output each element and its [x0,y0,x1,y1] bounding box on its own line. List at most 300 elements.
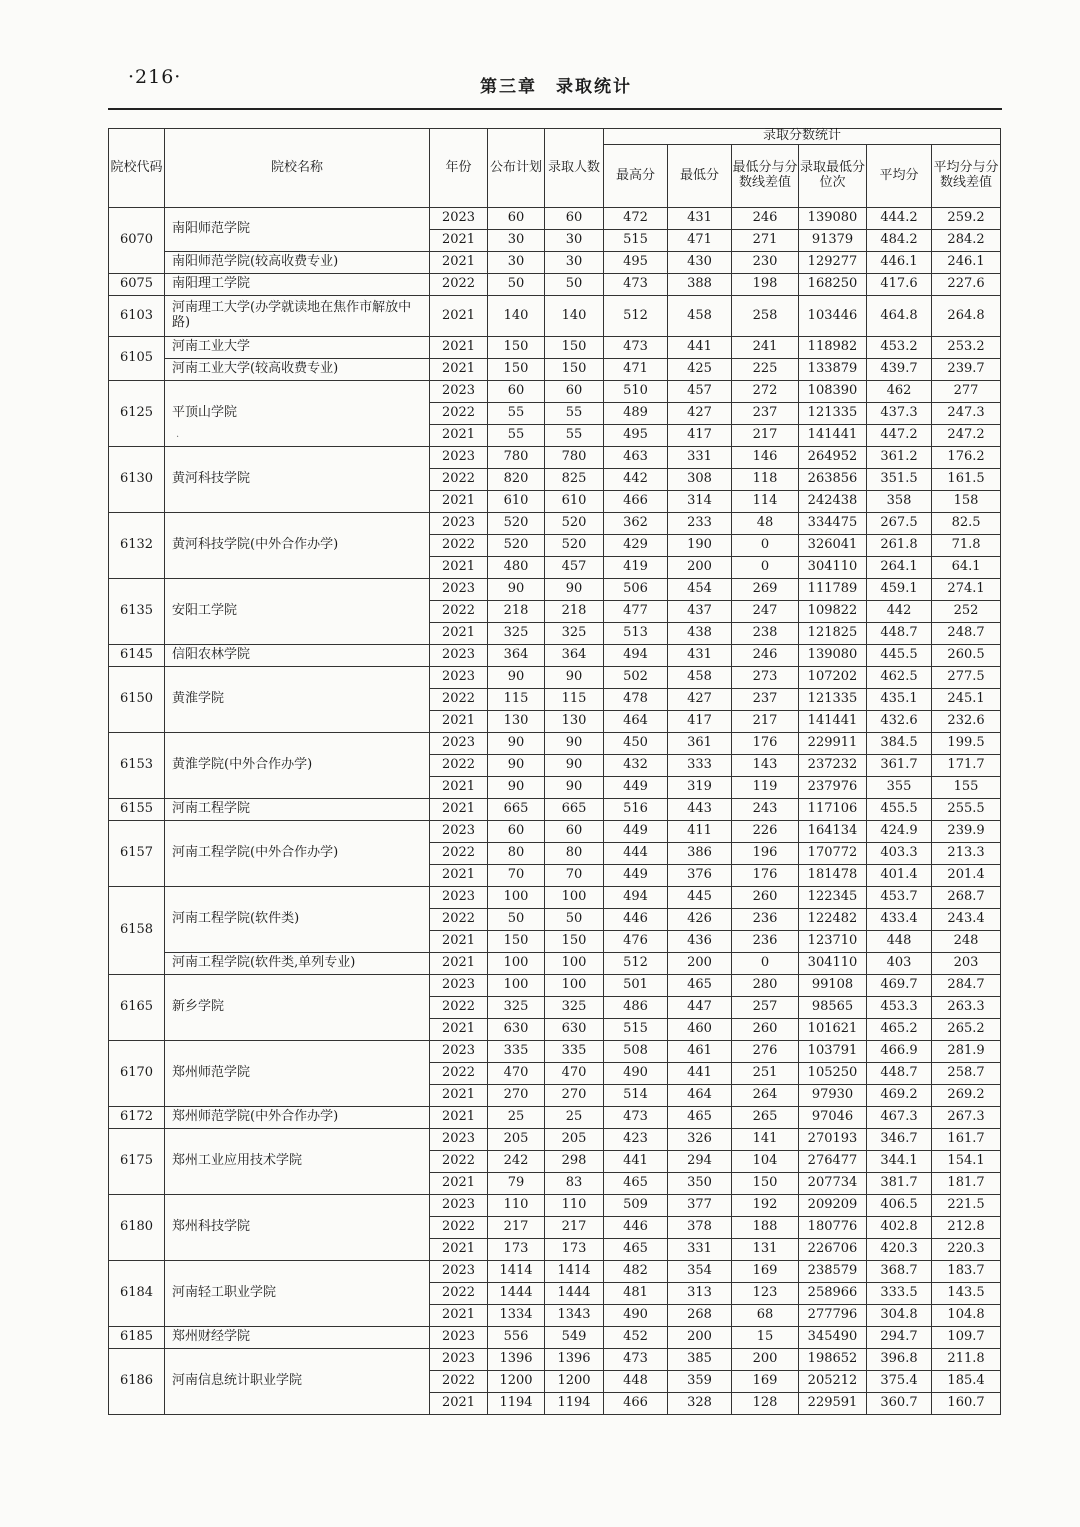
admitted-cell: 173 [545,1239,604,1261]
plan-cell: 80 [488,843,545,865]
avg-diff-cell: 239.7 [932,359,1001,381]
avg-diff-cell: 232.6 [932,711,1001,733]
avg-score-cell: 446.1 [867,252,932,274]
min-rank-cell: 237232 [799,755,867,777]
col-header-max: 最高分 [604,144,668,207]
min-score-cell: 233 [668,513,732,535]
school-code: 6165 [109,975,165,1041]
min-diff-cell: 114 [732,491,799,513]
max-score-cell: 463 [604,447,668,469]
min-rank-cell: 276477 [799,1151,867,1173]
plan-cell: 470 [488,1063,545,1085]
min-score-cell: 354 [668,1261,732,1283]
col-header-name: 院校名称 [165,129,430,208]
table-row [109,579,1001,601]
avg-score-cell: 448.7 [867,1063,932,1085]
plan-cell: 325 [488,997,545,1019]
min-score-cell: 200 [668,557,732,579]
admitted-cell: 610 [545,491,604,513]
max-score-cell: 362 [604,513,668,535]
min-diff-cell: 192 [732,1195,799,1217]
year-cell: 2022 [430,1371,488,1393]
avg-diff-cell: 185.4 [932,1371,1001,1393]
avg-diff-cell: 243.4 [932,909,1001,931]
avg-diff-cell: 239.9 [932,821,1001,843]
plan-cell: 520 [488,513,545,535]
plan-cell: 173 [488,1239,545,1261]
min-diff-cell: 217 [732,425,799,447]
admitted-cell: 90 [545,777,604,799]
min-score-cell: 441 [668,337,732,359]
min-diff-cell: 123 [732,1283,799,1305]
min-score-cell: 461 [668,1041,732,1063]
min-diff-cell: 238 [732,623,799,645]
min-rank-cell: 277796 [799,1305,867,1327]
plan-cell: 1396 [488,1349,545,1371]
min-score-cell: 437 [668,601,732,623]
min-diff-cell: 141 [732,1129,799,1151]
avg-score-cell: 361.7 [867,755,932,777]
school-code: 6075 [109,274,165,296]
year-cell: 2021 [430,296,488,337]
table-row [109,821,1001,843]
school-name: 河南工程学院(软件类) [165,887,430,953]
max-score-cell: 502 [604,667,668,689]
year-cell: 2023 [430,733,488,755]
min-score-cell: 417 [668,711,732,733]
avg-score-cell: 402.8 [867,1217,932,1239]
max-score-cell: 490 [604,1305,668,1327]
min-diff-cell: 258 [732,296,799,337]
min-diff-cell: 241 [732,337,799,359]
min-diff-cell: 251 [732,1063,799,1085]
max-score-cell: 486 [604,997,668,1019]
plan-cell: 30 [488,230,545,252]
avg-score-cell: 466.9 [867,1041,932,1063]
min-rank-cell: 99108 [799,975,867,997]
avg-diff-cell: 221.5 [932,1195,1001,1217]
min-diff-cell: 246 [732,645,799,667]
school-name: 河南工程学院(中外合作办学) [165,821,430,887]
avg-diff-cell: 160.7 [932,1393,1001,1415]
avg-diff-cell: 281.9 [932,1041,1001,1063]
plan-cell: 1444 [488,1283,545,1305]
school-code: 6158 [109,887,165,975]
min-score-cell: 445 [668,887,732,909]
max-score-cell: 449 [604,777,668,799]
table-row [109,208,1001,230]
admitted-cell: 60 [545,381,604,403]
max-score-cell: 515 [604,1019,668,1041]
year-cell: 2021 [430,425,488,447]
plan-cell: 480 [488,557,545,579]
avg-score-cell: 358 [867,491,932,513]
table-row [109,1327,1001,1349]
min-rank-cell: 108390 [799,381,867,403]
plan-cell: 364 [488,645,545,667]
school-code: 6175 [109,1129,165,1195]
plan-cell: 60 [488,208,545,230]
min-diff-cell: 15 [732,1327,799,1349]
min-score-cell: 454 [668,579,732,601]
admitted-cell: 217 [545,1217,604,1239]
admitted-cell: 80 [545,843,604,865]
school-name: 河南轻工职业学院 [165,1261,430,1327]
avg-diff-cell: 284.2 [932,230,1001,252]
school-name: 黄河科技学院(中外合作办学) [165,513,430,579]
min-diff-cell: 188 [732,1217,799,1239]
min-score-cell: 388 [668,274,732,296]
min-diff-cell: 146 [732,447,799,469]
max-score-cell: 466 [604,491,668,513]
min-diff-cell: 257 [732,997,799,1019]
max-score-cell: 494 [604,887,668,909]
avg-diff-cell: 248.7 [932,623,1001,645]
year-cell: 2023 [430,208,488,230]
max-score-cell: 473 [604,1349,668,1371]
min-score-cell: 458 [668,667,732,689]
min-score-cell: 333 [668,755,732,777]
admitted-cell: 1414 [545,1261,604,1283]
min-rank-cell: 103446 [799,296,867,337]
admitted-cell: 30 [545,252,604,274]
year-cell: 2022 [430,403,488,425]
min-diff-cell: 246 [732,208,799,230]
plan-cell: 820 [488,469,545,491]
avg-diff-cell: 263.3 [932,997,1001,1019]
school-name: 郑州师范学院 [165,1041,430,1107]
avg-score-cell: 432.6 [867,711,932,733]
plan-cell: 110 [488,1195,545,1217]
school-code: 6186 [109,1349,165,1415]
col-header-year: 年份 [430,129,488,208]
avg-score-cell: 435.1 [867,689,932,711]
min-diff-cell: 118 [732,469,799,491]
min-diff-cell: 247 [732,601,799,623]
min-rank-cell: 263856 [799,469,867,491]
year-cell: 2023 [430,579,488,601]
max-score-cell: 471 [604,359,668,381]
school-name: 新乡学院 [165,975,430,1041]
plan-cell: 242 [488,1151,545,1173]
min-rank-cell: 141441 [799,711,867,733]
min-diff-cell: 104 [732,1151,799,1173]
avg-diff-cell: 269.2 [932,1085,1001,1107]
max-score-cell: 423 [604,1129,668,1151]
year-cell: 2023 [430,1349,488,1371]
page-number: ·216· [128,66,182,88]
max-score-cell: 472 [604,208,668,230]
school-code: 6153 [109,733,165,799]
avg-diff-cell: 199.5 [932,733,1001,755]
min-diff-cell: 243 [732,799,799,821]
year-cell: 2023 [430,821,488,843]
avg-score-cell: 444.2 [867,208,932,230]
school-name: 安阳工学院 [165,579,430,645]
year-cell: 2022 [430,997,488,1019]
min-rank-cell: 345490 [799,1327,867,1349]
school-code: 6103 [109,296,165,337]
avg-diff-cell: 212.8 [932,1217,1001,1239]
min-diff-cell: 269 [732,579,799,601]
min-rank-cell: 242438 [799,491,867,513]
avg-score-cell: 368.7 [867,1261,932,1283]
avg-score-cell: 459.1 [867,579,932,601]
table-header [109,129,1001,208]
plan-cell: 90 [488,579,545,601]
table-row [109,667,1001,689]
admitted-cell: 1200 [545,1371,604,1393]
avg-score-cell: 304.8 [867,1305,932,1327]
min-rank-cell: 103791 [799,1041,867,1063]
admitted-cell: 70 [545,865,604,887]
avg-diff-cell: 171.7 [932,755,1001,777]
min-diff-cell: 0 [732,557,799,579]
avg-score-cell: 445.5 [867,645,932,667]
school-name: 河南工业大学(较高收费专业) [165,359,430,381]
max-score-cell: 446 [604,1217,668,1239]
avg-diff-cell: 181.7 [932,1173,1001,1195]
school-code: 6132 [109,513,165,579]
avg-score-cell: 396.8 [867,1349,932,1371]
admitted-cell: 83 [545,1173,604,1195]
admitted-cell: 150 [545,359,604,381]
min-rank-cell: 101621 [799,1019,867,1041]
min-score-cell: 326 [668,1129,732,1151]
avg-score-cell: 469.7 [867,975,932,997]
min-score-cell: 425 [668,359,732,381]
max-score-cell: 513 [604,623,668,645]
plan-cell: 60 [488,821,545,843]
admitted-cell: 60 [545,208,604,230]
admitted-cell: 60 [545,821,604,843]
plan-cell: 140 [488,296,545,337]
avg-diff-cell: 213.3 [932,843,1001,865]
year-cell: 2022 [430,535,488,557]
year-cell: 2023 [430,513,488,535]
avg-diff-cell: 143.5 [932,1283,1001,1305]
avg-score-cell: 455.5 [867,799,932,821]
avg-score-cell: 465.2 [867,1019,932,1041]
min-rank-cell: 107202 [799,667,867,689]
min-score-cell: 438 [668,623,732,645]
year-cell: 2022 [430,469,488,491]
min-rank-cell: 118982 [799,337,867,359]
avg-score-cell: 403.3 [867,843,932,865]
plan-cell: 218 [488,601,545,623]
admitted-cell: 55 [545,403,604,425]
min-rank-cell: 326041 [799,535,867,557]
avg-score-cell: 333.5 [867,1283,932,1305]
school-name: 郑州财经学院 [165,1327,430,1349]
avg-diff-cell: 252 [932,601,1001,623]
admitted-cell: 115 [545,689,604,711]
plan-cell: 100 [488,953,545,975]
min-score-cell: 294 [668,1151,732,1173]
min-diff-cell: 169 [732,1371,799,1393]
table-row [109,1107,1001,1129]
avg-diff-cell: 71.8 [932,535,1001,557]
max-score-cell: 495 [604,425,668,447]
school-name: 河南理工大学(办学就读地在焦作市解放中路) [165,296,430,337]
max-score-cell: 473 [604,337,668,359]
admitted-cell: 218 [545,601,604,623]
min-diff-cell: 48 [732,513,799,535]
min-score-cell: 359 [668,1371,732,1393]
avg-score-cell: 464.8 [867,296,932,337]
plan-cell: 150 [488,337,545,359]
year-cell: 2021 [430,1173,488,1195]
avg-diff-cell: 258.7 [932,1063,1001,1085]
year-cell: 2023 [430,645,488,667]
avg-diff-cell: 253.2 [932,337,1001,359]
col-header-min: 最低分 [668,144,732,207]
max-score-cell: 478 [604,689,668,711]
avg-score-cell: 462.5 [867,667,932,689]
avg-diff-cell: 161.7 [932,1129,1001,1151]
school-name: 黄淮学院 [165,667,430,733]
avg-score-cell: 453.2 [867,337,932,359]
min-score-cell: 200 [668,1327,732,1349]
avg-diff-cell: 211.8 [932,1349,1001,1371]
col-header-min-diff: 最低分与分数线差值 [732,144,799,207]
avg-diff-cell: 154.1 [932,1151,1001,1173]
min-rank-cell: 122482 [799,909,867,931]
avg-diff-cell: 246.1 [932,252,1001,274]
min-rank-cell: 97930 [799,1085,867,1107]
col-header-plan: 公布计划 [488,129,545,208]
plan-cell: 60 [488,381,545,403]
admitted-cell: 325 [545,623,604,645]
admitted-cell: 825 [545,469,604,491]
year-cell: 2021 [430,1239,488,1261]
year-cell: 2023 [430,975,488,997]
plan-cell: 100 [488,887,545,909]
min-diff-cell: 143 [732,755,799,777]
year-cell: 2021 [430,1107,488,1129]
school-code: 6145 [109,645,165,667]
min-rank-cell: 237976 [799,777,867,799]
school-name: 黄河科技学院 [165,447,430,513]
min-diff-cell: 264 [732,1085,799,1107]
avg-diff-cell: 247.2 [932,425,1001,447]
max-score-cell: 464 [604,711,668,733]
plan-cell: 150 [488,931,545,953]
min-rank-cell: 133879 [799,359,867,381]
min-diff-cell: 0 [732,535,799,557]
min-rank-cell: 304110 [799,953,867,975]
max-score-cell: 473 [604,1107,668,1129]
plan-cell: 270 [488,1085,545,1107]
table-row [109,1349,1001,1371]
plan-cell: 90 [488,777,545,799]
table-row [109,887,1001,909]
min-diff-cell: 271 [732,230,799,252]
min-score-cell: 427 [668,689,732,711]
col-header-code: 院校代码 [109,129,165,208]
admitted-cell: 90 [545,579,604,601]
year-cell: 2023 [430,1041,488,1063]
table-row [109,381,1001,403]
avg-score-cell: 401.4 [867,865,932,887]
min-diff-cell: 226 [732,821,799,843]
min-score-cell: 458 [668,296,732,337]
min-score-cell: 426 [668,909,732,931]
year-cell: 2023 [430,1261,488,1283]
min-score-cell: 465 [668,975,732,997]
year-cell: 2021 [430,491,488,513]
admitted-cell: 457 [545,557,604,579]
avg-diff-cell: 260.5 [932,645,1001,667]
plan-cell: 79 [488,1173,545,1195]
plan-cell: 665 [488,799,545,821]
avg-score-cell: 447.2 [867,425,932,447]
admitted-cell: 520 [545,535,604,557]
admitted-cell: 140 [545,296,604,337]
admitted-cell: 100 [545,975,604,997]
admitted-cell: 1194 [545,1393,604,1415]
school-code: 6150 [109,667,165,733]
avg-score-cell: 406.5 [867,1195,932,1217]
year-cell: 2021 [430,1085,488,1107]
min-rank-cell: 334475 [799,513,867,535]
min-rank-cell: 129277 [799,252,867,274]
table-body [109,208,1001,1415]
min-rank-cell: 97046 [799,1107,867,1129]
max-score-cell: 495 [604,252,668,274]
min-diff-cell: 176 [732,733,799,755]
plan-cell: 55 [488,425,545,447]
avg-diff-cell: 220.3 [932,1239,1001,1261]
avg-diff-cell: 245.1 [932,689,1001,711]
year-cell: 2021 [430,1393,488,1415]
year-cell: 2021 [430,359,488,381]
min-score-cell: 200 [668,953,732,975]
min-score-cell: 460 [668,1019,732,1041]
avg-diff-cell: 155 [932,777,1001,799]
avg-score-cell: 351.5 [867,469,932,491]
min-score-cell: 447 [668,997,732,1019]
school-code: 6105 [109,337,165,381]
admitted-cell: 55 [545,425,604,447]
avg-diff-cell: 104.8 [932,1305,1001,1327]
min-rank-cell: 121825 [799,623,867,645]
min-score-cell: 431 [668,208,732,230]
avg-diff-cell: 277 [932,381,1001,403]
min-score-cell: 313 [668,1283,732,1305]
min-rank-cell: 229591 [799,1393,867,1415]
min-score-cell: 361 [668,733,732,755]
avg-diff-cell: 203 [932,953,1001,975]
avg-diff-cell: 264.8 [932,296,1001,337]
table-row [109,252,1001,274]
table-row [109,1261,1001,1283]
avg-diff-cell: 109.7 [932,1327,1001,1349]
admitted-cell: 1396 [545,1349,604,1371]
year-cell: 2021 [430,865,488,887]
min-rank-cell: 304110 [799,557,867,579]
table-row [109,296,1001,337]
table-row [109,799,1001,821]
admitted-cell: 30 [545,230,604,252]
min-rank-cell: 109822 [799,601,867,623]
admitted-cell: 1343 [545,1305,604,1327]
plan-cell: 780 [488,447,545,469]
school-code: 6130 [109,447,165,513]
min-diff-cell: 150 [732,1173,799,1195]
school-code: 6172 [109,1107,165,1129]
min-rank-cell: 98565 [799,997,867,1019]
